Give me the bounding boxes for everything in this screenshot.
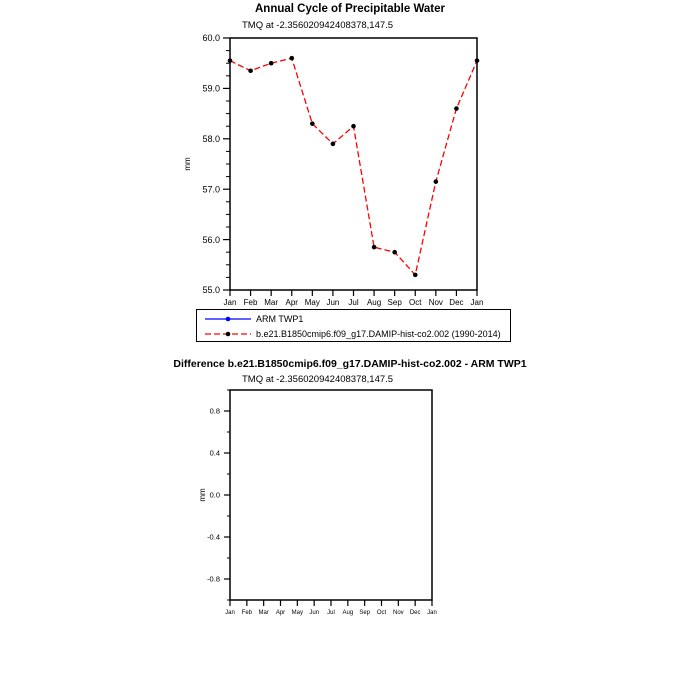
svg-text:0.8: 0.8 bbox=[209, 406, 220, 416]
svg-text:mm: mm bbox=[198, 488, 207, 502]
svg-text:58.0: 58.0 bbox=[202, 133, 220, 144]
legend-box bbox=[196, 309, 511, 342]
bottom-chart-title: Difference b.e21.B1850cmip6.f09_g17.DAMIP-hist-co2.002 - ARM TWP1 bbox=[173, 358, 527, 370]
svg-text:Sep: Sep bbox=[387, 298, 402, 307]
svg-text:Apr: Apr bbox=[275, 610, 286, 616]
svg-text:Jan: Jan bbox=[225, 610, 235, 616]
svg-text:Jul: Jul bbox=[348, 298, 359, 307]
svg-text:May: May bbox=[304, 298, 320, 307]
svg-text:Nov: Nov bbox=[392, 610, 404, 616]
svg-text:60.0: 60.0 bbox=[202, 33, 220, 44]
svg-text:Feb: Feb bbox=[243, 298, 258, 307]
svg-text:Aug: Aug bbox=[366, 298, 382, 307]
svg-text:May: May bbox=[291, 610, 304, 616]
svg-text:Sep: Sep bbox=[359, 610, 371, 616]
legend-item-model-run bbox=[197, 326, 510, 341]
legend-label-model-run: b.e21.B1850cmip6.f09_g17.DAMIP-hist-co2.002 (1990-2014) bbox=[256, 328, 501, 339]
svg-text:0.4: 0.4 bbox=[209, 448, 220, 458]
svg-text:Apr: Apr bbox=[285, 298, 298, 307]
svg-text:Feb: Feb bbox=[241, 610, 253, 616]
legend-label-arm-twp1: ARM TWP1 bbox=[256, 313, 304, 324]
svg-text:Dec: Dec bbox=[449, 298, 464, 307]
svg-text:Oct: Oct bbox=[376, 610, 387, 616]
top-chart-title: Annual Cycle of Precipitable Water bbox=[254, 3, 445, 15]
svg-text:Mar: Mar bbox=[258, 610, 269, 616]
svg-text:-0.8: -0.8 bbox=[207, 574, 220, 584]
svg-text:Jan: Jan bbox=[470, 298, 484, 307]
svg-text:0.0: 0.0 bbox=[209, 490, 220, 500]
svg-text:Dec: Dec bbox=[409, 610, 421, 616]
svg-text:Oct: Oct bbox=[409, 298, 422, 307]
svg-text:55.0: 55.0 bbox=[202, 285, 220, 296]
svg-text:Jun: Jun bbox=[309, 610, 320, 616]
svg-text:-0.4: -0.4 bbox=[207, 532, 220, 542]
svg-text:57.0: 57.0 bbox=[202, 184, 220, 195]
svg-text:Jun: Jun bbox=[326, 298, 340, 307]
svg-text:mm: mm bbox=[183, 157, 192, 171]
svg-text:Jan: Jan bbox=[223, 298, 237, 307]
legend-swatch-0 bbox=[205, 314, 251, 324]
svg-text:56.0: 56.0 bbox=[202, 234, 220, 245]
svg-text:Jul: Jul bbox=[327, 610, 335, 616]
svg-text:59.0: 59.0 bbox=[202, 83, 220, 94]
top-chart-subtitle: TMQ at -2.356020942408378,147.5 bbox=[242, 20, 394, 31]
svg-text:Aug: Aug bbox=[342, 610, 354, 616]
svg-text:Mar: Mar bbox=[264, 298, 279, 307]
legend-item-arm-twp1 bbox=[197, 311, 510, 326]
svg-text:Nov: Nov bbox=[428, 298, 443, 307]
svg-text:Jan: Jan bbox=[427, 610, 437, 616]
legend-swatch-1 bbox=[205, 329, 251, 339]
bottom-chart-subtitle: TMQ at -2.356020942408378,147.5 bbox=[242, 374, 394, 385]
